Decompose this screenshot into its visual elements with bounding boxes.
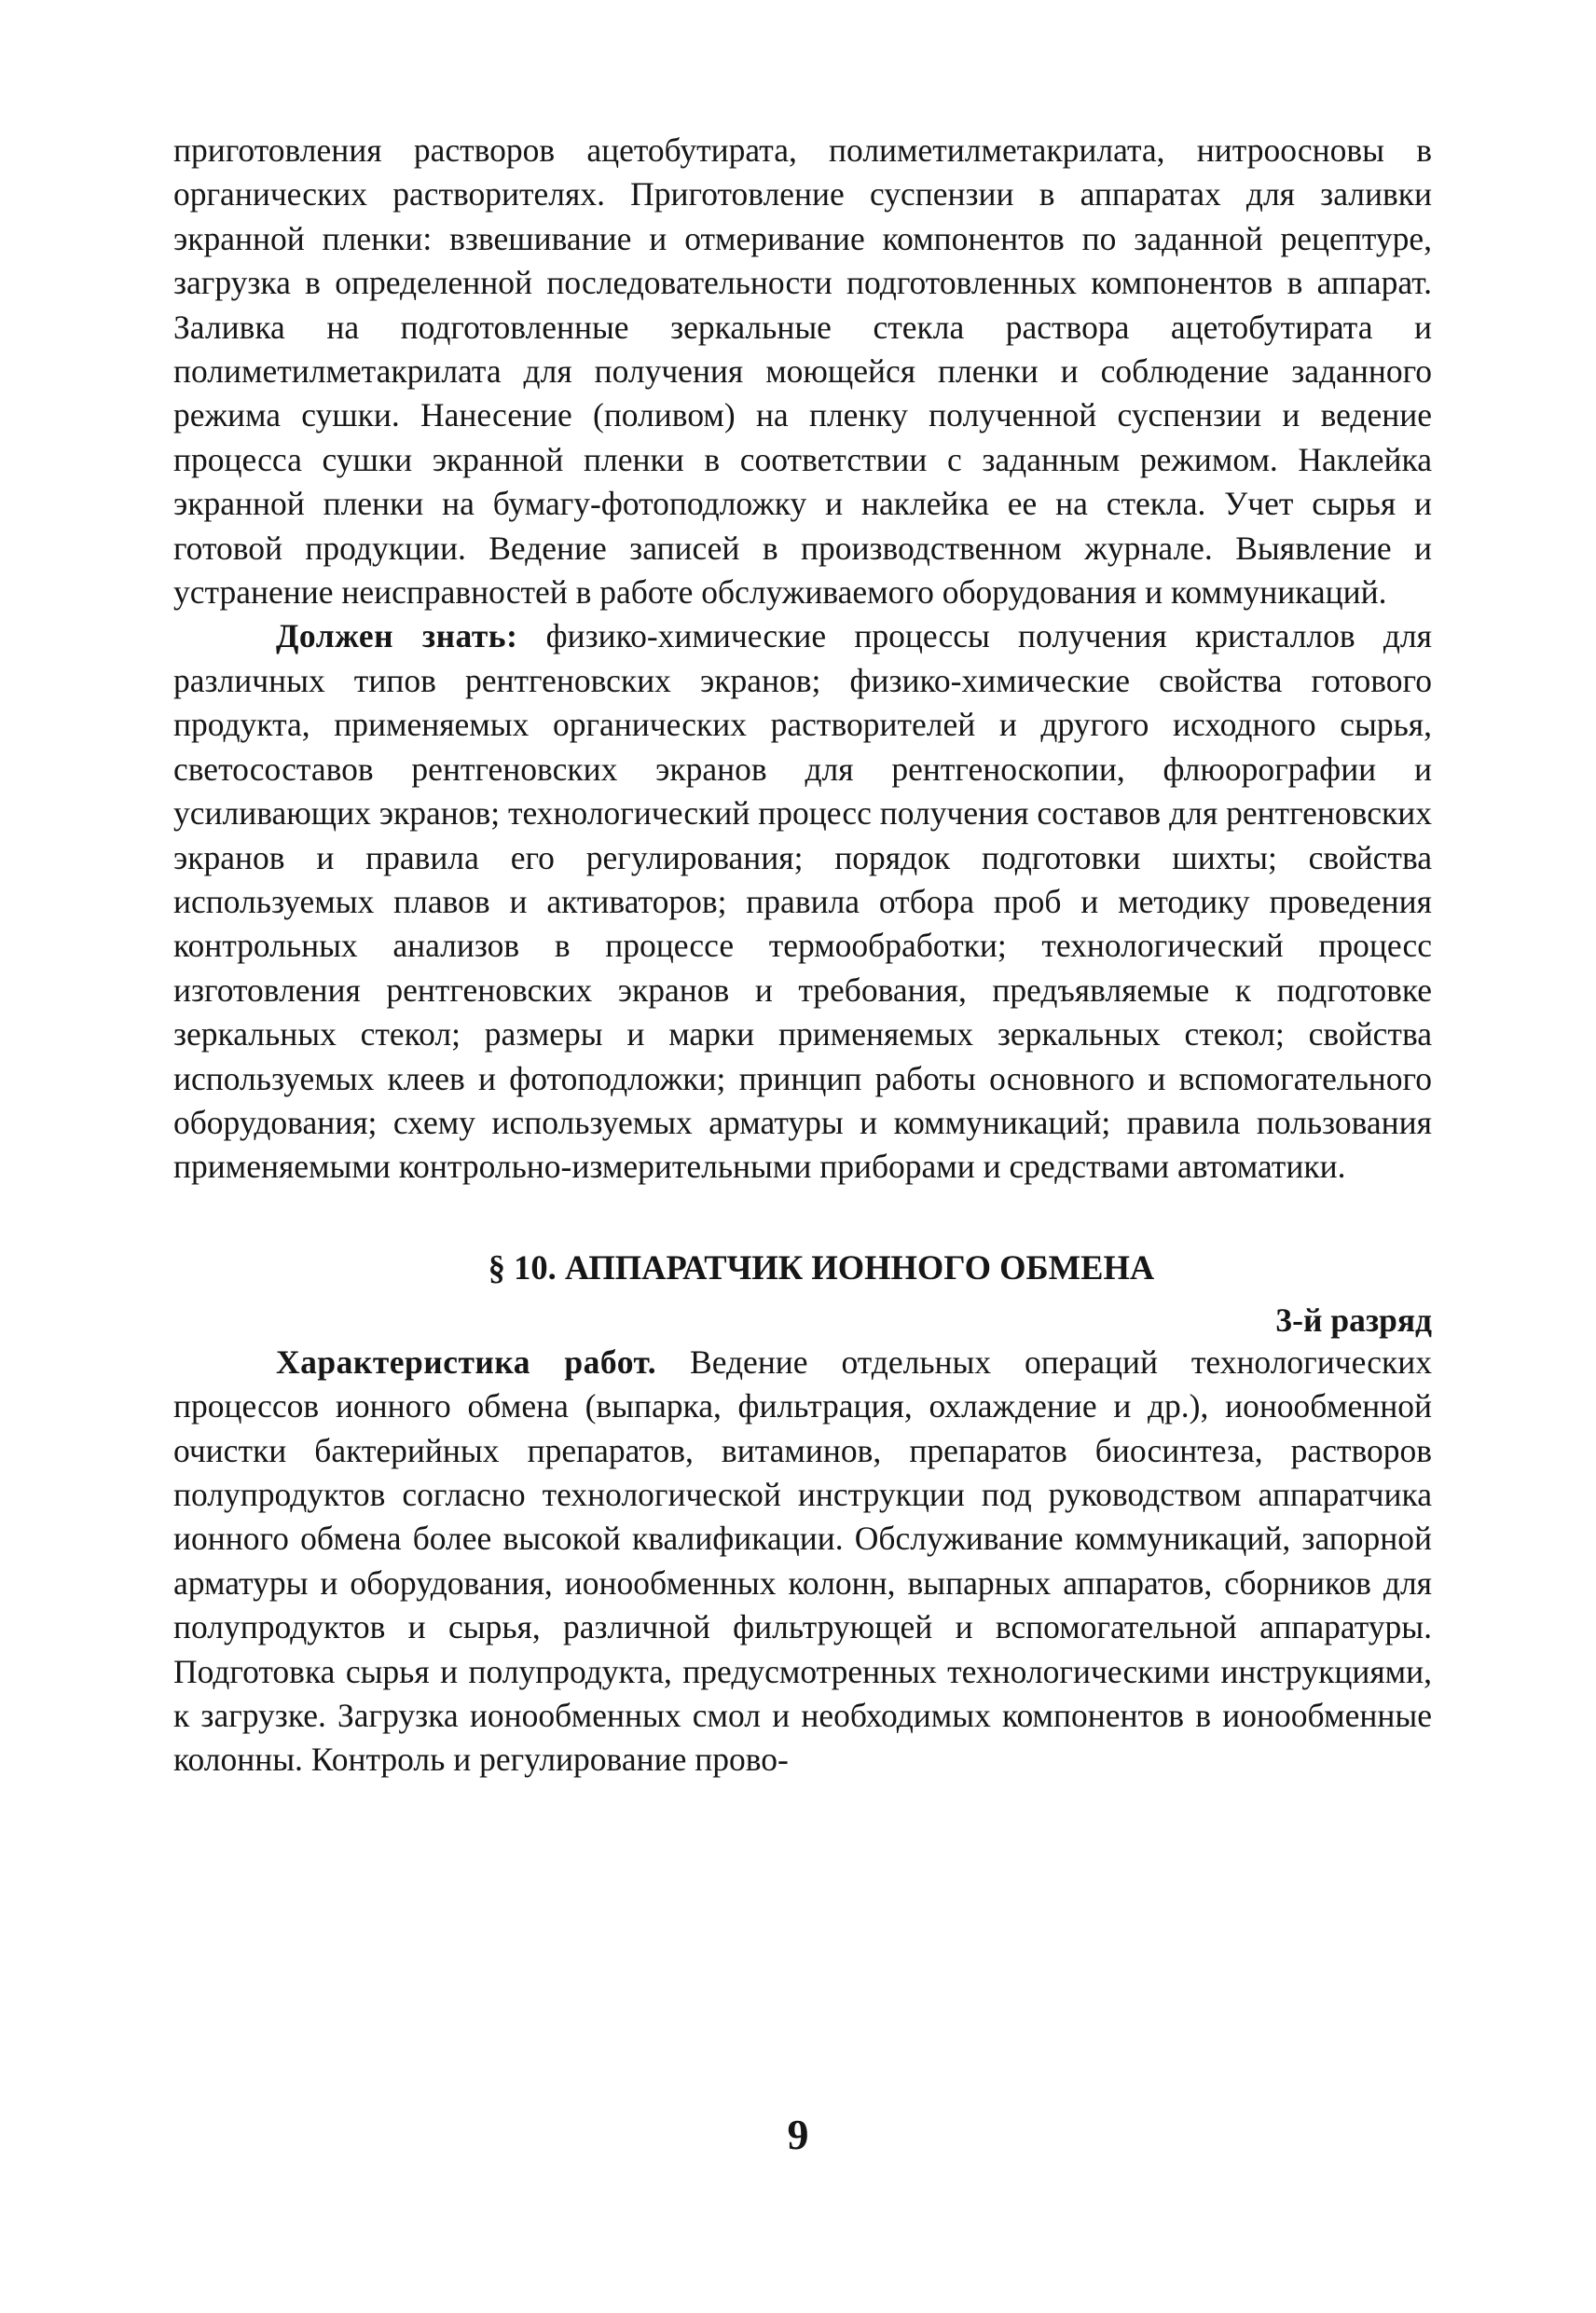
- work-characteristics-paragraph: [173, 1341, 1432, 1783]
- work-characteristics-label: Характеристика работ.: [276, 1342, 657, 1381]
- document-page: [173, 129, 1432, 1783]
- work-characteristics-text: Ведение отдельных операций технологических процессов ионного обмена (выпарка, фильтрация, охлаждение и др.), ионообменной очистки бактерийных препаратов, витаминов, препаратов биосинтеза, растворов полупродуктов согласно технологической инструкции под руководством аппаратчика ионного обмена более высокой квалификации. Обслуживание коммуникаций, запорной арматуры и оборудования, ионообменных колонн, выпарных аппаратов, сборников для полупродуктов и сырья, различной фильтрующей и вспомогательной аппаратуры. Подготовка сырья и полупродукта, предусмотренных технологическими инструкциями, к загрузке. Загрузка ионообменных смол и необходимых компонентов в ионообменные колонны. Контроль и регулирование прово-: [173, 1342, 1432, 1779]
- section-title: § 10. АППАРАТЧИК ИОННОГО ОБМЕНА: [488, 1247, 1155, 1287]
- grade-label: 3-й разряд: [1275, 1301, 1432, 1339]
- continuation-text: приготовления растворов ацетобутирата, полиметилметакрилата, нитроосновы в органических растворителях. Приготовление суспензии в аппаратах для заливки экранной пленки: взвешивание и отмеривание компонентов по заданной рецептуре, загрузка в определенной последовательности подготовленных компонентов в аппарат. Заливка на подготовленные зеркальные стекла раствора ацетобутирата и полиметилметакрилата для получения моющейся пленки и соблюдение заданного режима сушки. Нанесение (поливом) на пленку полученной суспензии и ведение процесса сушки экранной пленки в соответствии с заданным режимом. Наклейка экранной пленки на бумагу-фотоподложку и наклейка ее на стекла. Учет сырья и готовой продукции. Ведение записей в производственном журнале. Выявление и устранение неисправностей в работе обслуживаемого оборудования и коммуникаций.: [173, 131, 1432, 612]
- continuation-paragraph: [173, 129, 1432, 614]
- must-know-label: Должен знать:: [276, 617, 518, 655]
- must-know-text: физико-химические процессы получения кристаллов для различных типов рентгеновских экранов; физико-химические свойства готового продукта, применяемых органических растворителей и другого исходного сырья, светосоставов рентгеновских экранов для рентгеноскопии, флюорографии и усиливающих экранов; технологический процесс получения составов для рентгеновских экранов и правила его регулирования; порядок подготовки шихты; свойства используемых плавов и активаторов; правила отбора проб и методику проведения контрольных анализов в процессе термообработки; технологический процесс изготовления рентгеновских экранов и требования, предъявляемые к подготовке зеркальных стекол; размеры и марки применяемых зеркальных стекол; свойства используемых клеев и фотоподложки; принцип работы основного и вспомогательного оборудования; схему используемых арматуры и коммуникаций; правила пользования применяемыми контрольно-измерительными приборами и средствами автоматики.: [173, 617, 1432, 1186]
- page-number: 9: [787, 2111, 809, 2158]
- must-know-paragraph: [173, 614, 1432, 1189]
